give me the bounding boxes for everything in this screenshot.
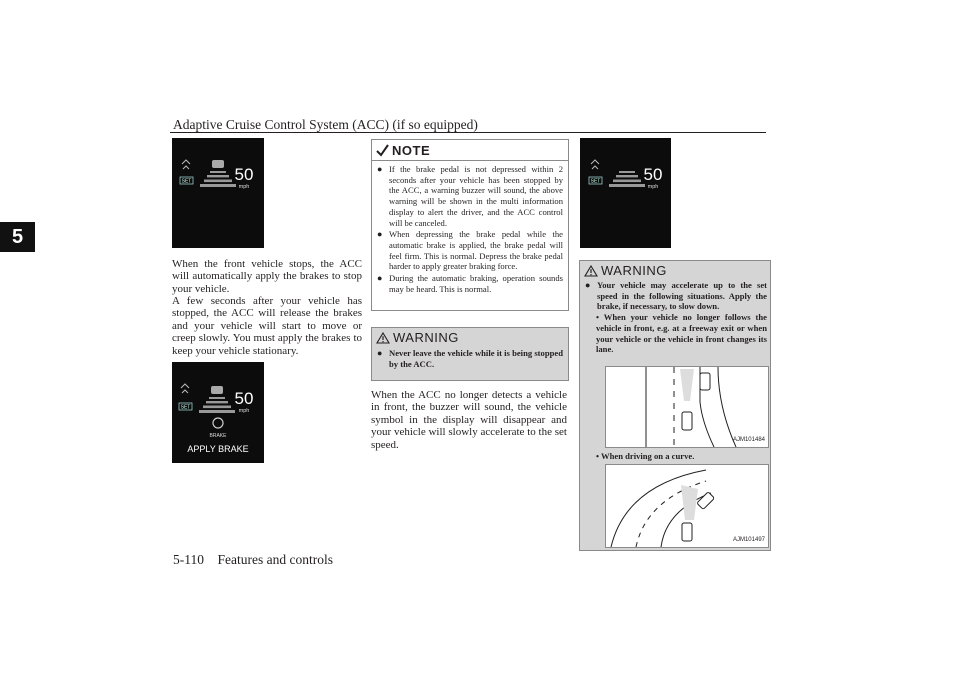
header-rule xyxy=(170,132,766,133)
svg-text:SET: SET xyxy=(181,178,192,185)
bullet-dot-icon: ● xyxy=(377,229,383,240)
middle-paragraph: When the ACC no longer detects a vehicle in front, the buzzer will sound, the vehicle symbol in the display will disappear and your vehicle will slowly accelerate to the set speed. xyxy=(371,389,567,451)
warning-subitem: • When your vehicle no longer follows the vehicle in front, e.g. at a freeway exit or when your vehicle or the vehicle in front changes its lane. xyxy=(596,312,767,355)
preceding-vehicle-icon xyxy=(212,160,224,168)
svg-text:SET: SET xyxy=(590,178,601,185)
lane-marks-icon xyxy=(199,397,235,413)
note-item: ● If the brake pedal is not depressed within 2 seconds after your vehicle has been stopped by the ACC, a warning buzzer will sound, the above warning will be shown in the multi information display to alert the driver, and the ACC control will be canceled. xyxy=(377,164,563,228)
speed-value: 50 xyxy=(643,165,663,184)
warning-title: WARNING xyxy=(601,263,667,278)
preceding-vehicle-icon xyxy=(211,386,223,394)
note-header xyxy=(372,140,568,161)
warning-header xyxy=(580,261,770,280)
note-box xyxy=(371,139,569,311)
acc-display-top-left xyxy=(172,138,264,248)
warning-triangle-icon xyxy=(376,332,390,344)
brake-small-label: BRAKE xyxy=(209,433,227,439)
warning-box-middle xyxy=(371,327,569,381)
page-number: 5-110 xyxy=(173,552,204,567)
note-item: ● During the automatic braking, operation sounds may be heard. This is normal. xyxy=(377,273,563,294)
left-paragraph-1: When the front vehicle stops, the ACC will automatically apply the brakes to stop your vehicle. xyxy=(172,258,362,295)
set-indicator-icon xyxy=(589,160,602,185)
section-name: Features and controls xyxy=(217,552,333,567)
speed-unit: mph xyxy=(647,184,659,190)
bullet-dot-icon: ● xyxy=(377,273,383,284)
header-title: Adaptive Cruise Control System (ACC) (if so equipped) xyxy=(173,117,478,132)
svg-text:SET: SET xyxy=(180,404,191,411)
warning-title: WARNING xyxy=(393,330,459,345)
warning-subitem: • When driving on a curve. xyxy=(596,451,695,461)
lane-marks-icon xyxy=(609,171,645,187)
curve-diagram xyxy=(605,464,769,548)
warning-header xyxy=(372,328,568,347)
figure-id: AJM101484 xyxy=(732,437,765,443)
set-indicator-icon xyxy=(179,384,192,411)
warning-triangle-icon xyxy=(584,265,598,277)
bullet-dot-icon: ● xyxy=(377,164,383,174)
note-title: NOTE xyxy=(392,142,431,158)
brake-icon xyxy=(213,418,223,428)
lane-change-diagram xyxy=(605,366,769,448)
speed-unit: mph xyxy=(238,184,250,190)
speed-value: 50 xyxy=(234,389,254,408)
note-item: ● When depressing the brake pedal while the automatic brake is applied, the brake pedal will feel firm. This is normal. Depress the brake pedal harder to apply greater braking force. xyxy=(377,229,563,272)
footer-page xyxy=(173,552,333,568)
acc-display-top-right xyxy=(580,138,671,248)
warning-box-right xyxy=(579,260,771,551)
acc-display-apply-brake xyxy=(172,362,264,463)
left-paragraph-2: A few seconds after your vehicle has stopped, the ACC will release the brakes and your vehicle will start to move or creep slowly. You must apply the brakes to keep your vehicle stationary. xyxy=(172,295,362,357)
set-indicator-icon xyxy=(180,160,193,185)
speed-value: 50 xyxy=(234,165,254,184)
warning-item: ● Never leave the vehicle while it is being stopped by the ACC. xyxy=(377,348,563,369)
bullet-dot-icon: ● xyxy=(377,348,383,358)
warning-item: ● Your vehicle may accelerate up to the set speed in the following situations. Apply the brake, if necessary, to slow down. xyxy=(585,280,767,312)
bullet-dot-icon: ● xyxy=(585,280,591,290)
figure-id: AJM101497 xyxy=(732,537,765,543)
speed-unit: mph xyxy=(238,408,250,414)
note-check-icon xyxy=(376,144,389,157)
chapter-tab: 5 xyxy=(0,222,35,252)
apply-brake-message: APPLY BRAKE xyxy=(187,444,249,454)
lane-marks-icon xyxy=(200,171,236,187)
